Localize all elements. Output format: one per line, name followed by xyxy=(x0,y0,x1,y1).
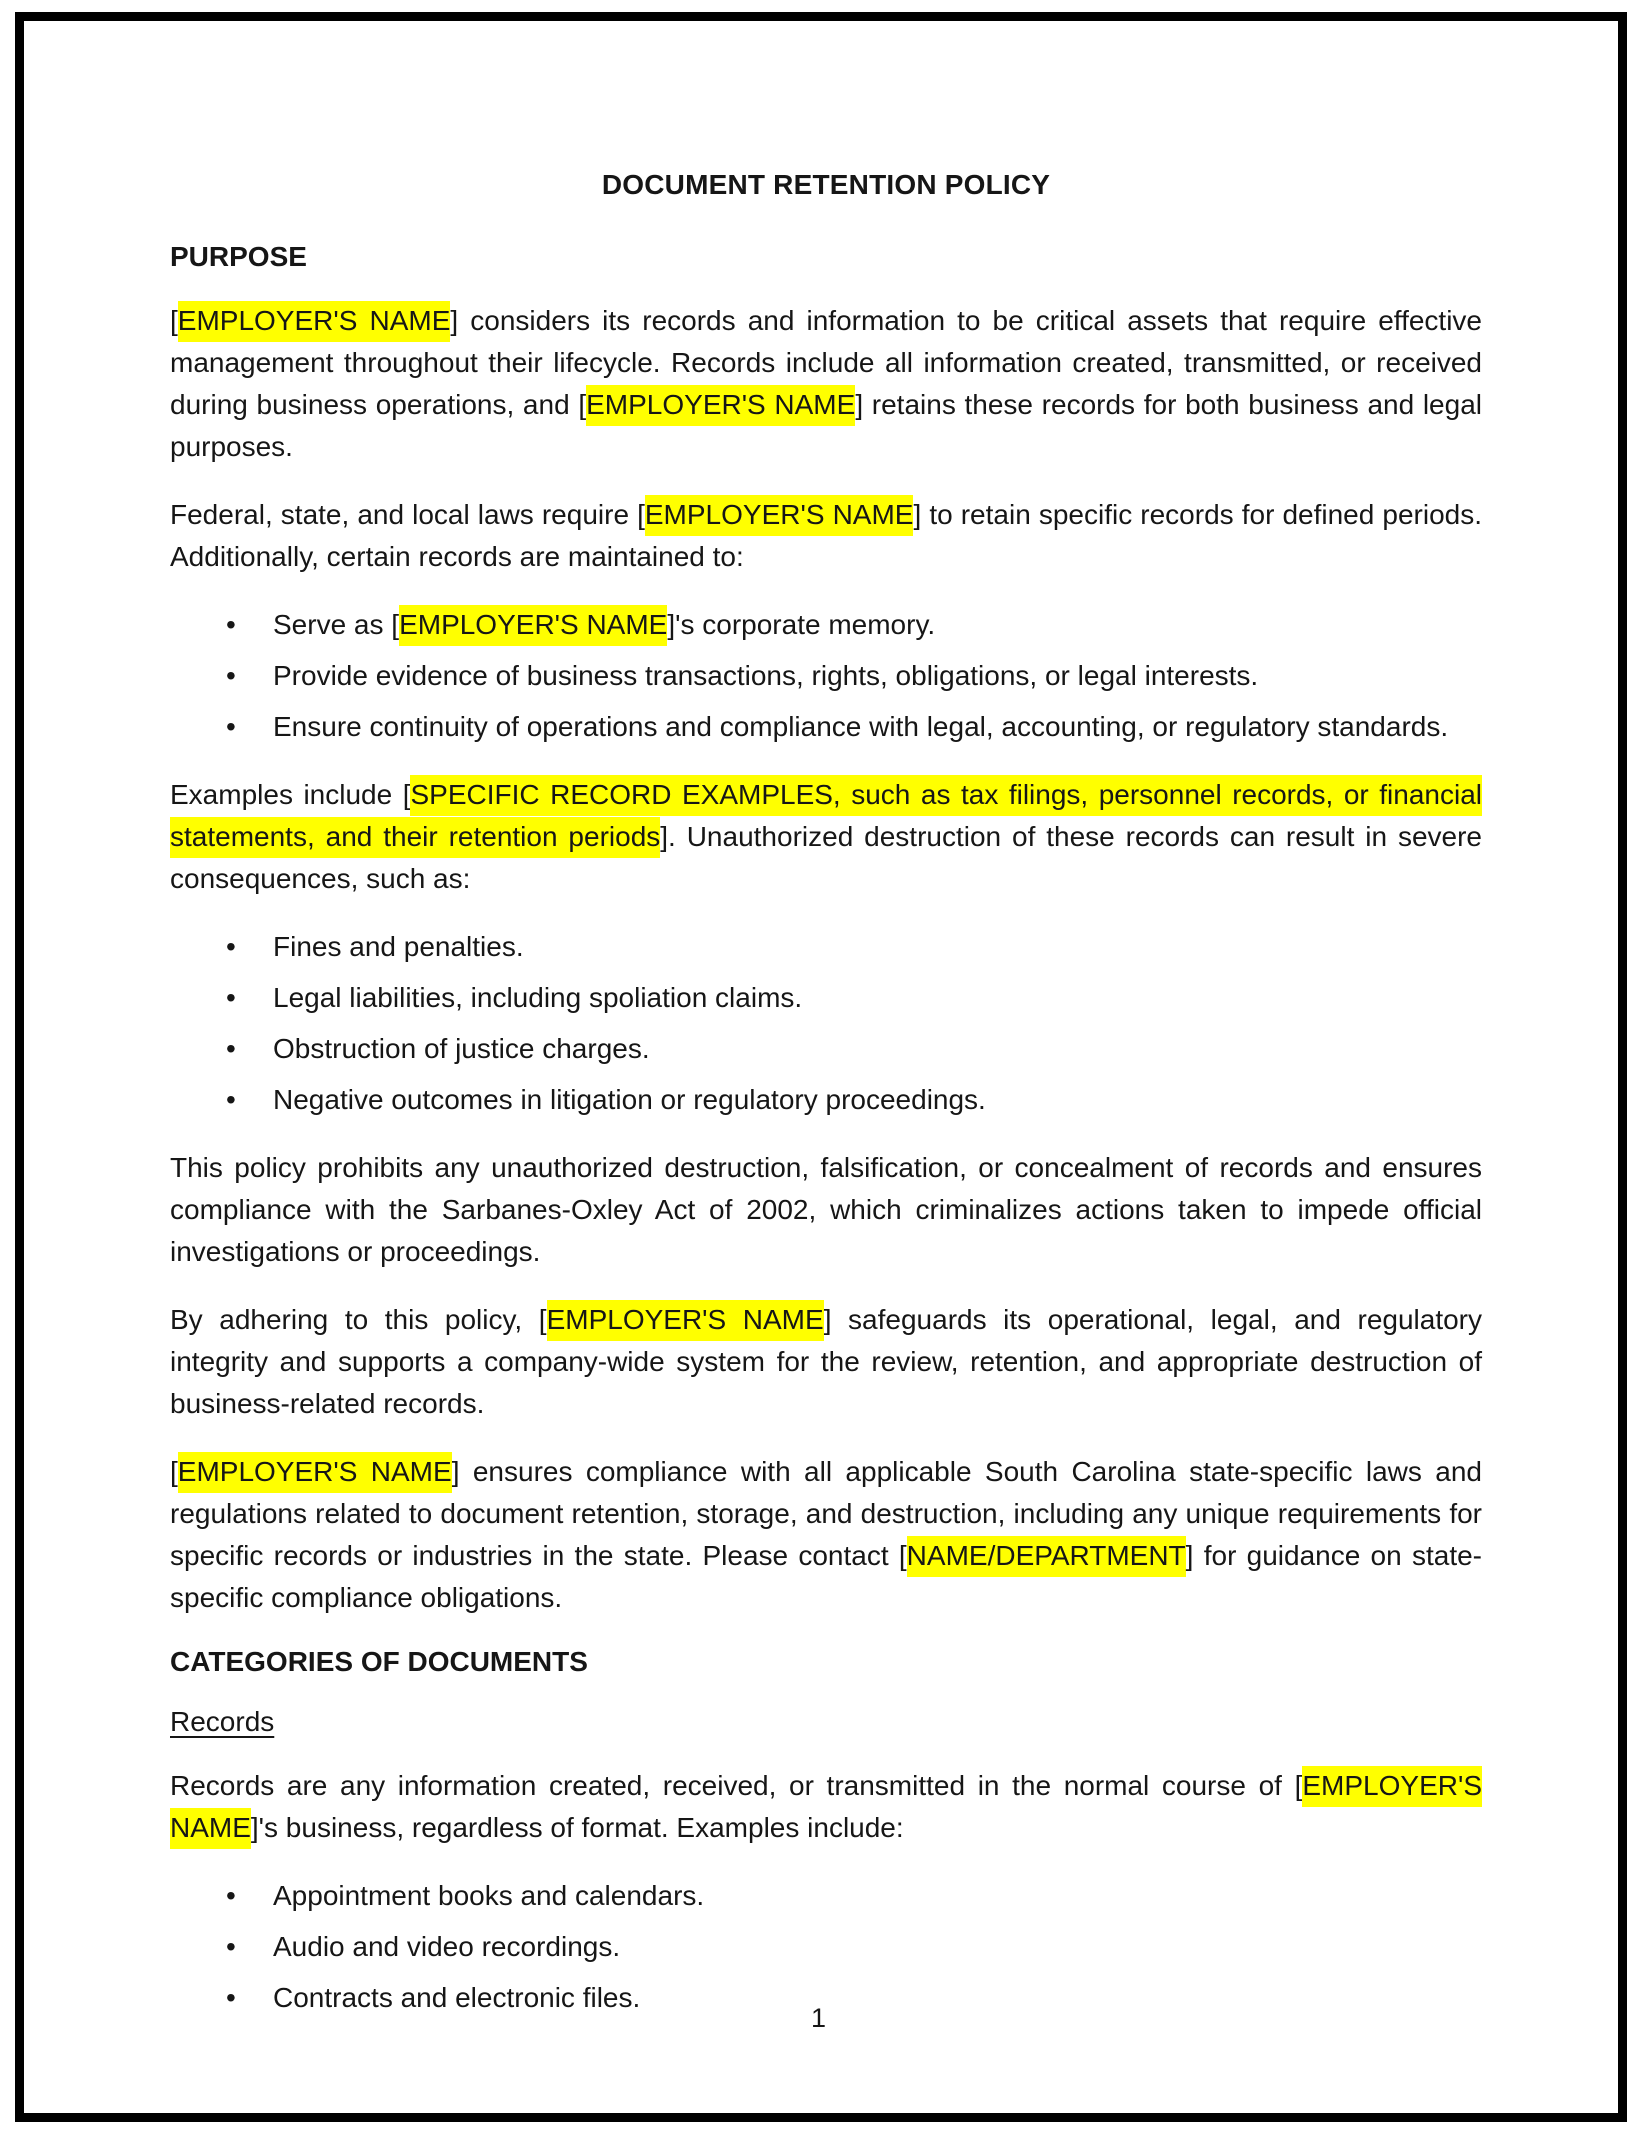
text-run: ]'s business, regardless of format. Examples include: xyxy=(250,1812,904,1843)
highlighted-placeholder: EMPLOYER'S NAME xyxy=(399,605,667,646)
text-run: By adhering to this policy, [ xyxy=(170,1304,547,1335)
highlighted-placeholder: EMPLOYER'S NAME xyxy=(645,495,914,536)
bullet-list xyxy=(170,1875,1482,2019)
highlighted-placeholder: NAME/DEPARTMENT xyxy=(907,1536,1186,1577)
text-run: Obstruction of justice charges. xyxy=(273,1033,650,1064)
paragraph xyxy=(170,774,1482,900)
list-item xyxy=(273,977,1482,1019)
highlighted-placeholder: SPECIFIC RECORD EXAMPLES, such as tax filings, personnel records, or financial statements, and their retention periods xyxy=(170,775,1482,858)
text-run: Serve as [ xyxy=(273,609,400,640)
text-run: This policy prohibits any unauthorized destruction, falsification, or concealment of records and ensures compliance with the Sarbanes-Oxley Act of 2002, which criminalizes actions taken to impede official investigations or proceedings. xyxy=(170,1152,1482,1267)
paragraph xyxy=(170,494,1482,578)
page-number: 1 xyxy=(810,2003,827,2033)
text-run: ] safeguards its operational, legal, and regulatory integrity and supports a company-wide system for the review, retention, and appropriate destruction of business-related records. xyxy=(170,1304,1483,1419)
text-run: Fines and penalties. xyxy=(273,931,524,962)
paragraph xyxy=(170,1147,1482,1273)
text-run: Records are any information created, received, or transmitted in the normal course of [ xyxy=(170,1770,1303,1801)
text-run: ]'s corporate memory. xyxy=(667,609,936,640)
list-item xyxy=(273,1079,1482,1121)
text-run: [ xyxy=(170,305,178,336)
paragraph xyxy=(170,300,1482,468)
highlighted-placeholder: EMPLOYER'S NAME xyxy=(178,1452,452,1493)
text-run: [ xyxy=(170,1456,178,1487)
list-item xyxy=(273,1875,1482,1917)
text-run: ] considers its records and information to be critical assets that require effective management throughout their lifecycle. Records include all information created, transmitted, or received during business operations, and [ xyxy=(170,305,1482,420)
list-item xyxy=(273,655,1482,697)
document-body xyxy=(170,240,1482,2019)
paragraph xyxy=(170,1299,1482,1425)
text-run: Examples include [ xyxy=(170,779,411,810)
bullet-list xyxy=(170,926,1482,1121)
highlighted-placeholder: EMPLOYER'S NAME xyxy=(170,1766,1482,1849)
paragraph xyxy=(170,1765,1482,1849)
paragraph xyxy=(170,1451,1482,1619)
bullet-list xyxy=(170,604,1482,748)
section-heading: CATEGORIES OF DOCUMENTS xyxy=(170,1646,588,1677)
text-run: ] retains these records for both business and legal purposes. xyxy=(170,389,1482,462)
document-title: DOCUMENT RETENTION POLICY xyxy=(601,169,1051,200)
highlighted-placeholder: EMPLOYER'S NAME xyxy=(586,385,855,426)
highlighted-placeholder: EMPLOYER'S NAME xyxy=(178,301,451,342)
text-run: Negative outcomes in litigation or regulatory proceedings. xyxy=(273,1084,986,1115)
list-item xyxy=(273,926,1482,968)
text-run: ] ensures compliance with all applicable South Carolina state-specific laws and regulations related to document retention, storage, and destruction, including any unique requirements for specific records or industries in the state. Please contact [ xyxy=(170,1456,1482,1571)
text-run: Provide evidence of business transactions, rights, obligations, or legal interests. xyxy=(273,660,1259,691)
list-item xyxy=(273,706,1482,748)
list-item xyxy=(273,1028,1482,1070)
text-run: ] for guidance on state-specific compliance obligations. xyxy=(170,1540,1482,1613)
text-run: ]. Unauthorized destruction of these records can result in severe consequences, such as: xyxy=(170,821,1482,894)
document-content xyxy=(170,168,1482,2045)
list-item xyxy=(273,1926,1482,1968)
section-heading: PURPOSE xyxy=(170,241,307,272)
text-run: ] to retain specific records for defined periods. Additionally, certain records are maintained to: xyxy=(170,499,1482,572)
highlighted-placeholder: EMPLOYER'S NAME xyxy=(547,1300,824,1341)
text-run: Audio and video recordings. xyxy=(273,1931,621,1962)
text-run: Ensure continuity of operations and compliance with legal, accounting, or regulatory standards. xyxy=(273,711,1449,742)
text-run: Contracts and electronic files. xyxy=(273,1982,641,2013)
text-run: Appointment books and calendars. xyxy=(273,1880,705,1911)
text-run: Legal liabilities, including spoliation claims. xyxy=(273,982,803,1013)
text-run: Federal, state, and local laws require [ xyxy=(170,499,645,530)
list-item xyxy=(273,604,1482,646)
subsection-heading: Records xyxy=(170,1706,275,1737)
